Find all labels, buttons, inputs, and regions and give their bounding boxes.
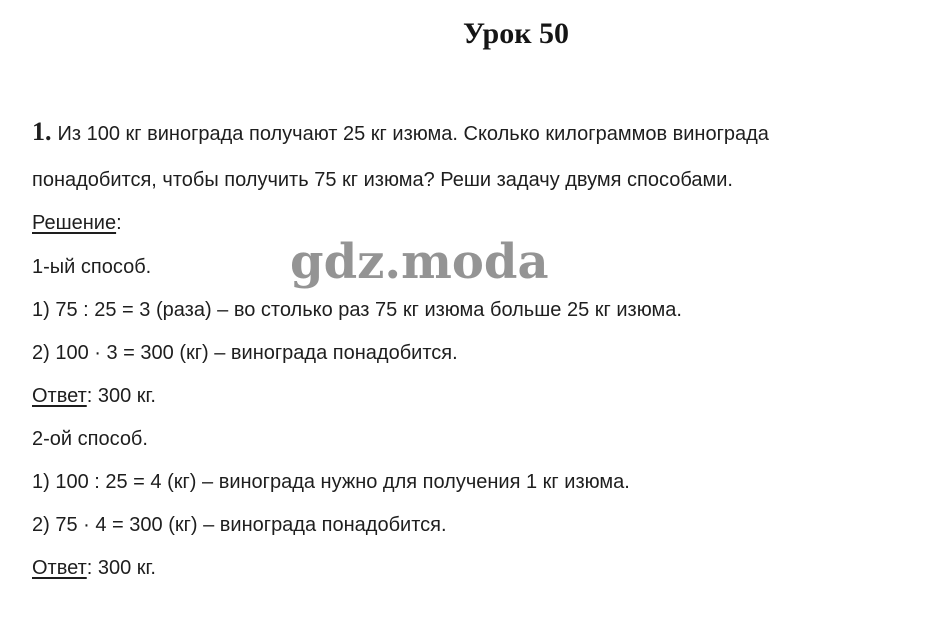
method1-step1: 1) 75 : 25 = 3 (раза) – во столько раз 75 кг изюма больше 25 кг изюма. (32, 299, 682, 321)
method1-title: 1-ый способ. (32, 256, 152, 278)
solution-label: Решение (32, 212, 117, 234)
task-line-2 (32, 166, 733, 194)
solution-colon: : (116, 212, 122, 234)
method2-step1: 1) 100 : 25 = 4 (кг) – винограда нужно для получения 1 кг изюма. (32, 471, 630, 493)
task-line-1 (32, 118, 769, 148)
watermark: gdz.moda (290, 234, 549, 290)
method1-step2: 2) 100 · 3 = 300 (кг) – винограда понадобится. (32, 342, 458, 364)
task-text-2: понадобится, чтобы получить 75 кг изюма? Реши задачу двумя способами. (32, 169, 733, 191)
solution-heading (32, 209, 122, 237)
task-number: 1. (32, 117, 52, 146)
method2-step2: 2) 75 · 4 = 300 (кг) – винограда понадобится. (32, 514, 447, 536)
method1-answer (32, 382, 156, 410)
task-text-1: Из 100 кг винограда получают 25 кг изюма. Сколько килограммов винограда (57, 123, 769, 145)
method2-title: 2-ой способ. (32, 428, 148, 450)
method2-answer-value: : 300 кг. (86, 557, 156, 579)
method2-answer (32, 554, 156, 582)
method1-answer-label: Ответ (32, 385, 87, 407)
page-title: Урок 50 (462, 17, 570, 50)
method2-answer-label: Ответ (32, 557, 87, 579)
method1-answer-value: : 300 кг. (86, 385, 156, 407)
